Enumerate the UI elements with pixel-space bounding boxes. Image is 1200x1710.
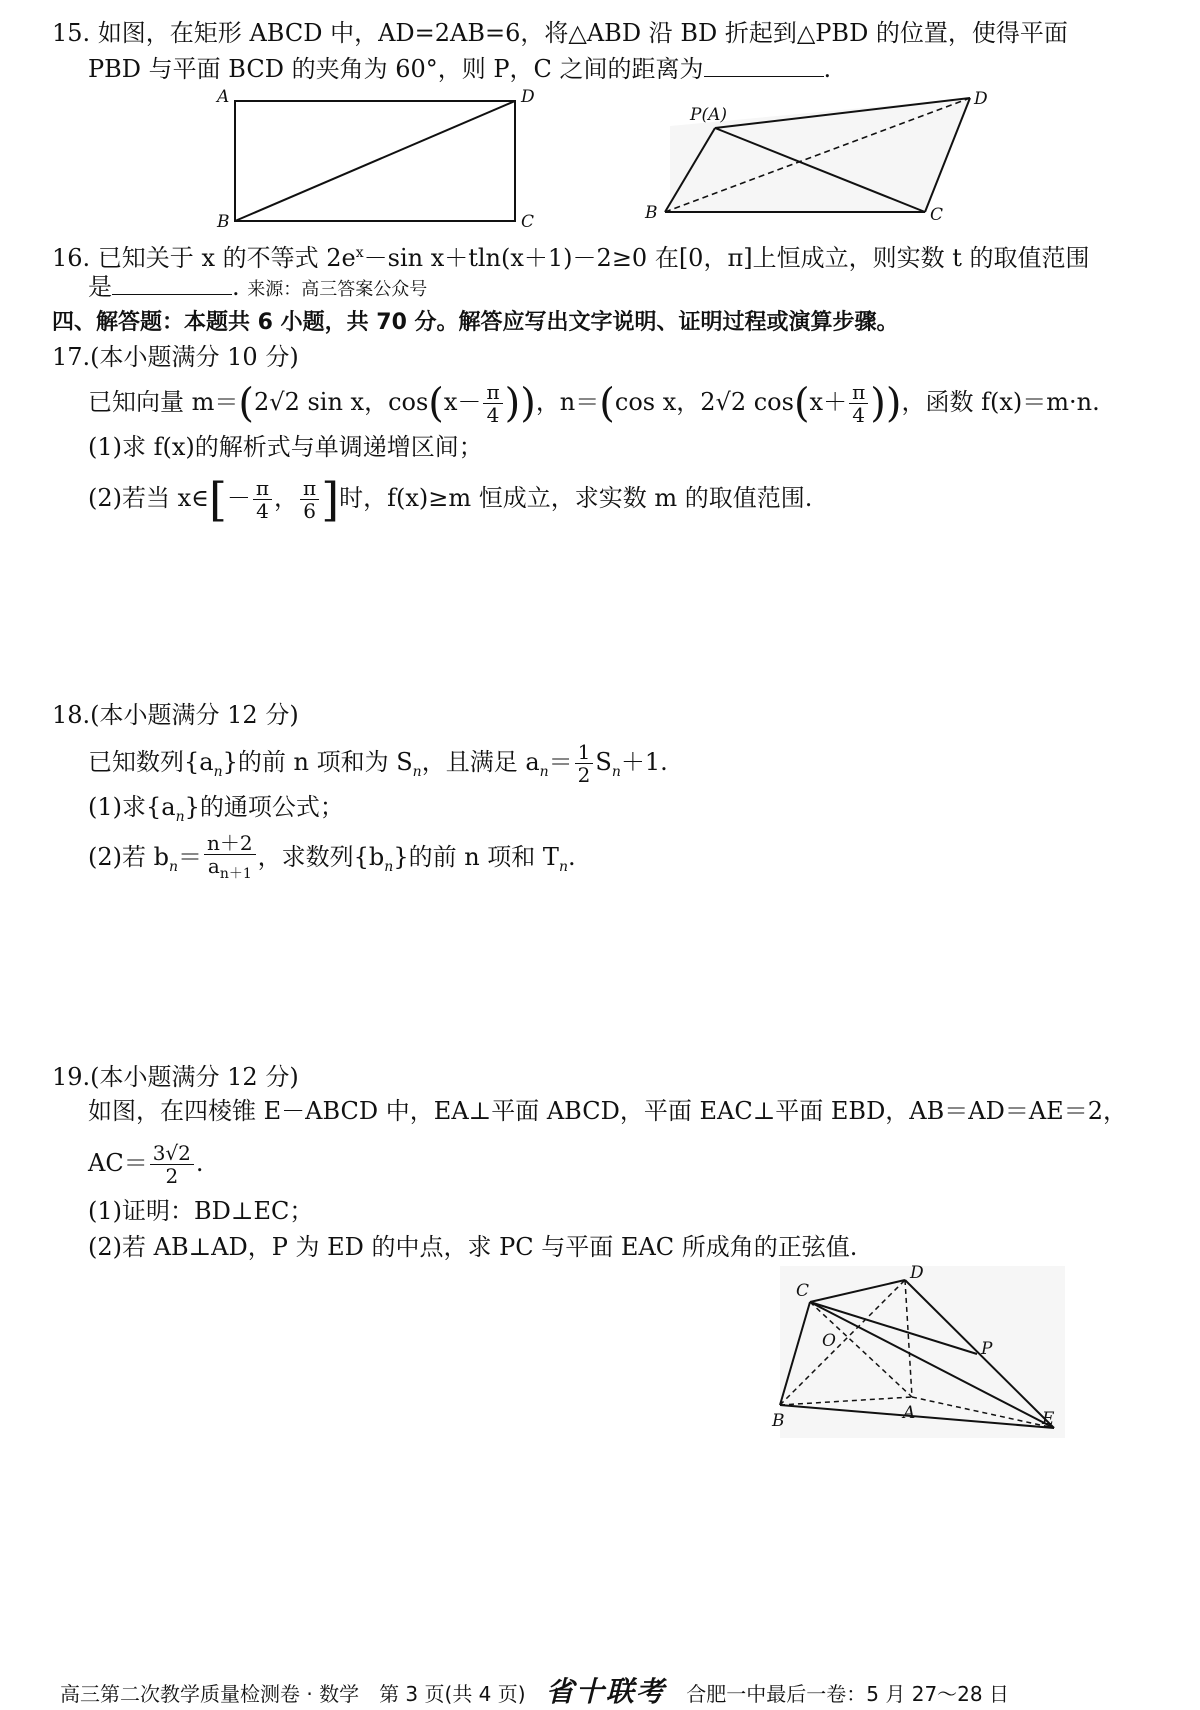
label-c2: C [930, 205, 944, 225]
fraction-pi-over-4 [483, 381, 502, 426]
subscript-n: n [539, 763, 549, 780]
q17-stem [88, 380, 1100, 426]
fraction-bn [204, 832, 256, 885]
page-footer [60, 1670, 1009, 1710]
q18-stem-f: ＋1. [620, 748, 668, 776]
q17-stem-g: ，函数 f(x)＝m·n. [901, 388, 1100, 416]
q16-exponent: x [355, 245, 364, 261]
footer-logo: 省十联考 [545, 1675, 666, 1708]
subscript-n: n [558, 858, 568, 875]
q17-stem-d: ，n＝ [535, 388, 600, 416]
q18-score: (本小题满分 12 分) [90, 701, 299, 729]
q17-stem-f: x＋ [809, 388, 848, 416]
frac-den: 4 [852, 403, 866, 427]
q19-number: 19. [52, 1063, 91, 1091]
fraction-one-half [575, 741, 594, 786]
fraction-pi-over-4 [849, 381, 868, 426]
q18-stem-b: }的前 n 项和为 S [222, 748, 413, 776]
frac-den: 2 [165, 1164, 179, 1188]
q17-minus: － [226, 484, 251, 512]
label-a: A [903, 1403, 916, 1423]
frac-den: 6 [303, 499, 316, 523]
paren: )) [504, 380, 536, 427]
q17-stem-e: cos x，2√2 cos [614, 388, 794, 416]
q17-score: (本小题满分 10 分) [90, 343, 299, 371]
label-d: D [910, 1263, 924, 1283]
q16-text-b: －sin x＋tln(x＋1)－2≥0 在[0，π]上恒成立，则实数 t 的取值范围 [363, 244, 1090, 272]
q16-text-a: 已知关于 x 的不等式 2e [97, 244, 356, 272]
q15-text-line2: PBD 与平面 BCD 的夹角为 60°，则 P，C 之间的距离为 [88, 55, 704, 83]
q16-period: . [232, 273, 240, 301]
frac-num: π [483, 381, 502, 404]
den-a: a [207, 854, 220, 878]
q19-stem2-a: AC＝ [88, 1149, 148, 1177]
q17-part2-b: 时，f(x)≥m 恒成立，求实数 m 的取值范围. [339, 484, 813, 512]
q19-stem2 [88, 1138, 204, 1188]
q18-part2-b: ，求数列{b [257, 843, 385, 871]
label-d: D [521, 87, 535, 107]
q19-score: (本小题满分 12 分) [90, 1063, 299, 1091]
q18-header [52, 700, 299, 730]
fraction-3root2-over-2 [150, 1142, 194, 1187]
label-e: E [1042, 1409, 1055, 1429]
footer-left: 高三第二次教学质量检测卷 · 数学 第 3 页(共 4 页) [60, 1682, 526, 1706]
q16-line1 [52, 238, 1090, 273]
label-o: O [822, 1331, 836, 1351]
q17-part2-a: (2)若当 x∈ [88, 484, 209, 512]
fraction-pi-over-4 [253, 477, 272, 522]
den-sub: n＋1 [219, 866, 252, 882]
frac-den: 4 [486, 403, 500, 427]
q17-part2 [88, 472, 813, 527]
label-c: C [796, 1281, 810, 1301]
label-b: B [217, 212, 230, 232]
paren: ( [599, 380, 615, 427]
q17-stem-b: 2√2 sin x，cos [254, 388, 429, 416]
q18-part1-b: }的通项公式； [184, 793, 344, 821]
frac-den [205, 855, 255, 885]
q15-text-line1: 如图，在矩形 ABCD 中，AD=2AB=6，将△ABD 沿 BD 折起到△PBD 的位置，使得平面 [97, 19, 1068, 47]
q18-part1-a: (1)求{a [88, 793, 176, 821]
diagonal-bd [235, 101, 515, 221]
subscript-n: n [175, 808, 185, 825]
frac-num: π [300, 477, 319, 500]
q16-source-note: 来源：高三答案公众号 [247, 279, 428, 300]
frac-den: 4 [256, 499, 269, 523]
q18-stem-e: S [595, 748, 612, 776]
subscript-n: n [169, 858, 179, 875]
paren: )) [870, 380, 902, 427]
label-b2: B [645, 203, 658, 223]
equals: ＝ [178, 843, 203, 871]
subscript-n: n [213, 763, 223, 780]
q18-part2 [88, 832, 576, 892]
q18-stem-d: ＝ [548, 748, 573, 776]
q19-part2: (2)若 AB⊥AD，P 为 ED 的中点，求 PC 与平面 EAC 所成角的正弦值. [88, 1233, 858, 1261]
q15-answer-blank [704, 56, 824, 77]
q18-stem-c: ，且满足 a [421, 748, 540, 776]
q17-header [52, 342, 299, 372]
label-d2: D [974, 89, 988, 109]
q16-text-c: 是 [88, 273, 112, 301]
frac-num: π [849, 381, 868, 404]
q19-header [52, 1062, 299, 1092]
label-a: A [217, 87, 230, 107]
q18-part2-c: }的前 n 项和 T [393, 843, 559, 871]
q15-period: . [823, 55, 832, 83]
label-p: P(A) [690, 105, 727, 125]
q17-stem-c: x－ [443, 388, 482, 416]
q18-part2-d: . [567, 843, 576, 871]
bracket: ] [321, 472, 340, 527]
q19-pyramid-figure [770, 1262, 1070, 1442]
q19-part1: (1)证明：BD⊥EC； [88, 1197, 314, 1225]
q17-number: 17. [52, 343, 91, 371]
bracket: [ [208, 472, 227, 527]
subscript-n: n [412, 763, 422, 780]
paren: ( [428, 380, 444, 427]
frac-num: π [253, 477, 272, 500]
label-p: P [981, 1339, 993, 1359]
frac-num: n＋2 [204, 832, 256, 855]
section-4-heading: 四、解答题：本题共 6 小题，共 70 分。解答应写出文字说明、证明过程或演算步骤。 [52, 310, 899, 335]
subscript-n: n [384, 858, 394, 875]
q16-line2 [88, 272, 427, 305]
q17-part1: (1)求 f(x)的解析式与单调递增区间； [88, 433, 483, 461]
paren: ( [238, 380, 254, 427]
q15-line1 [52, 18, 1068, 48]
frac-den: 2 [577, 763, 591, 787]
q16-number: 16. [52, 244, 91, 272]
q18-part2-a: (2)若 b [88, 843, 169, 871]
q19-stem1: 如图，在四棱锥 E－ABCD 中，EA⊥平面 ABCD，平面 EAC⊥平面 EBD，AB＝AD＝AE＝2， [88, 1097, 1127, 1125]
q18-stem-a: 已知数列{a [88, 748, 214, 776]
label-c: C [521, 212, 535, 232]
label-b: B [772, 1411, 785, 1431]
q15-number: 15. [52, 19, 91, 47]
q17-stem-a: 已知向量 m＝ [88, 388, 239, 416]
footer-right: 合肥一中最后一卷：5 月 27～28 日 [686, 1682, 1009, 1706]
q15-folded-figure [640, 86, 1000, 236]
q16-answer-blank [112, 274, 232, 295]
q15-rectangle-figure [205, 86, 545, 236]
q18-number: 18. [52, 701, 91, 729]
q19-stem2-b: . [195, 1149, 204, 1177]
paren: ( [793, 380, 810, 427]
q15-line2 [88, 54, 831, 84]
fraction-pi-over-6 [300, 477, 319, 522]
frac-num: 3√2 [150, 1142, 194, 1165]
subscript-n: n [611, 763, 621, 780]
q18-stem [88, 740, 668, 794]
comma: ， [274, 484, 299, 512]
q18-part1 [88, 792, 344, 832]
frac-num: 1 [575, 741, 594, 764]
